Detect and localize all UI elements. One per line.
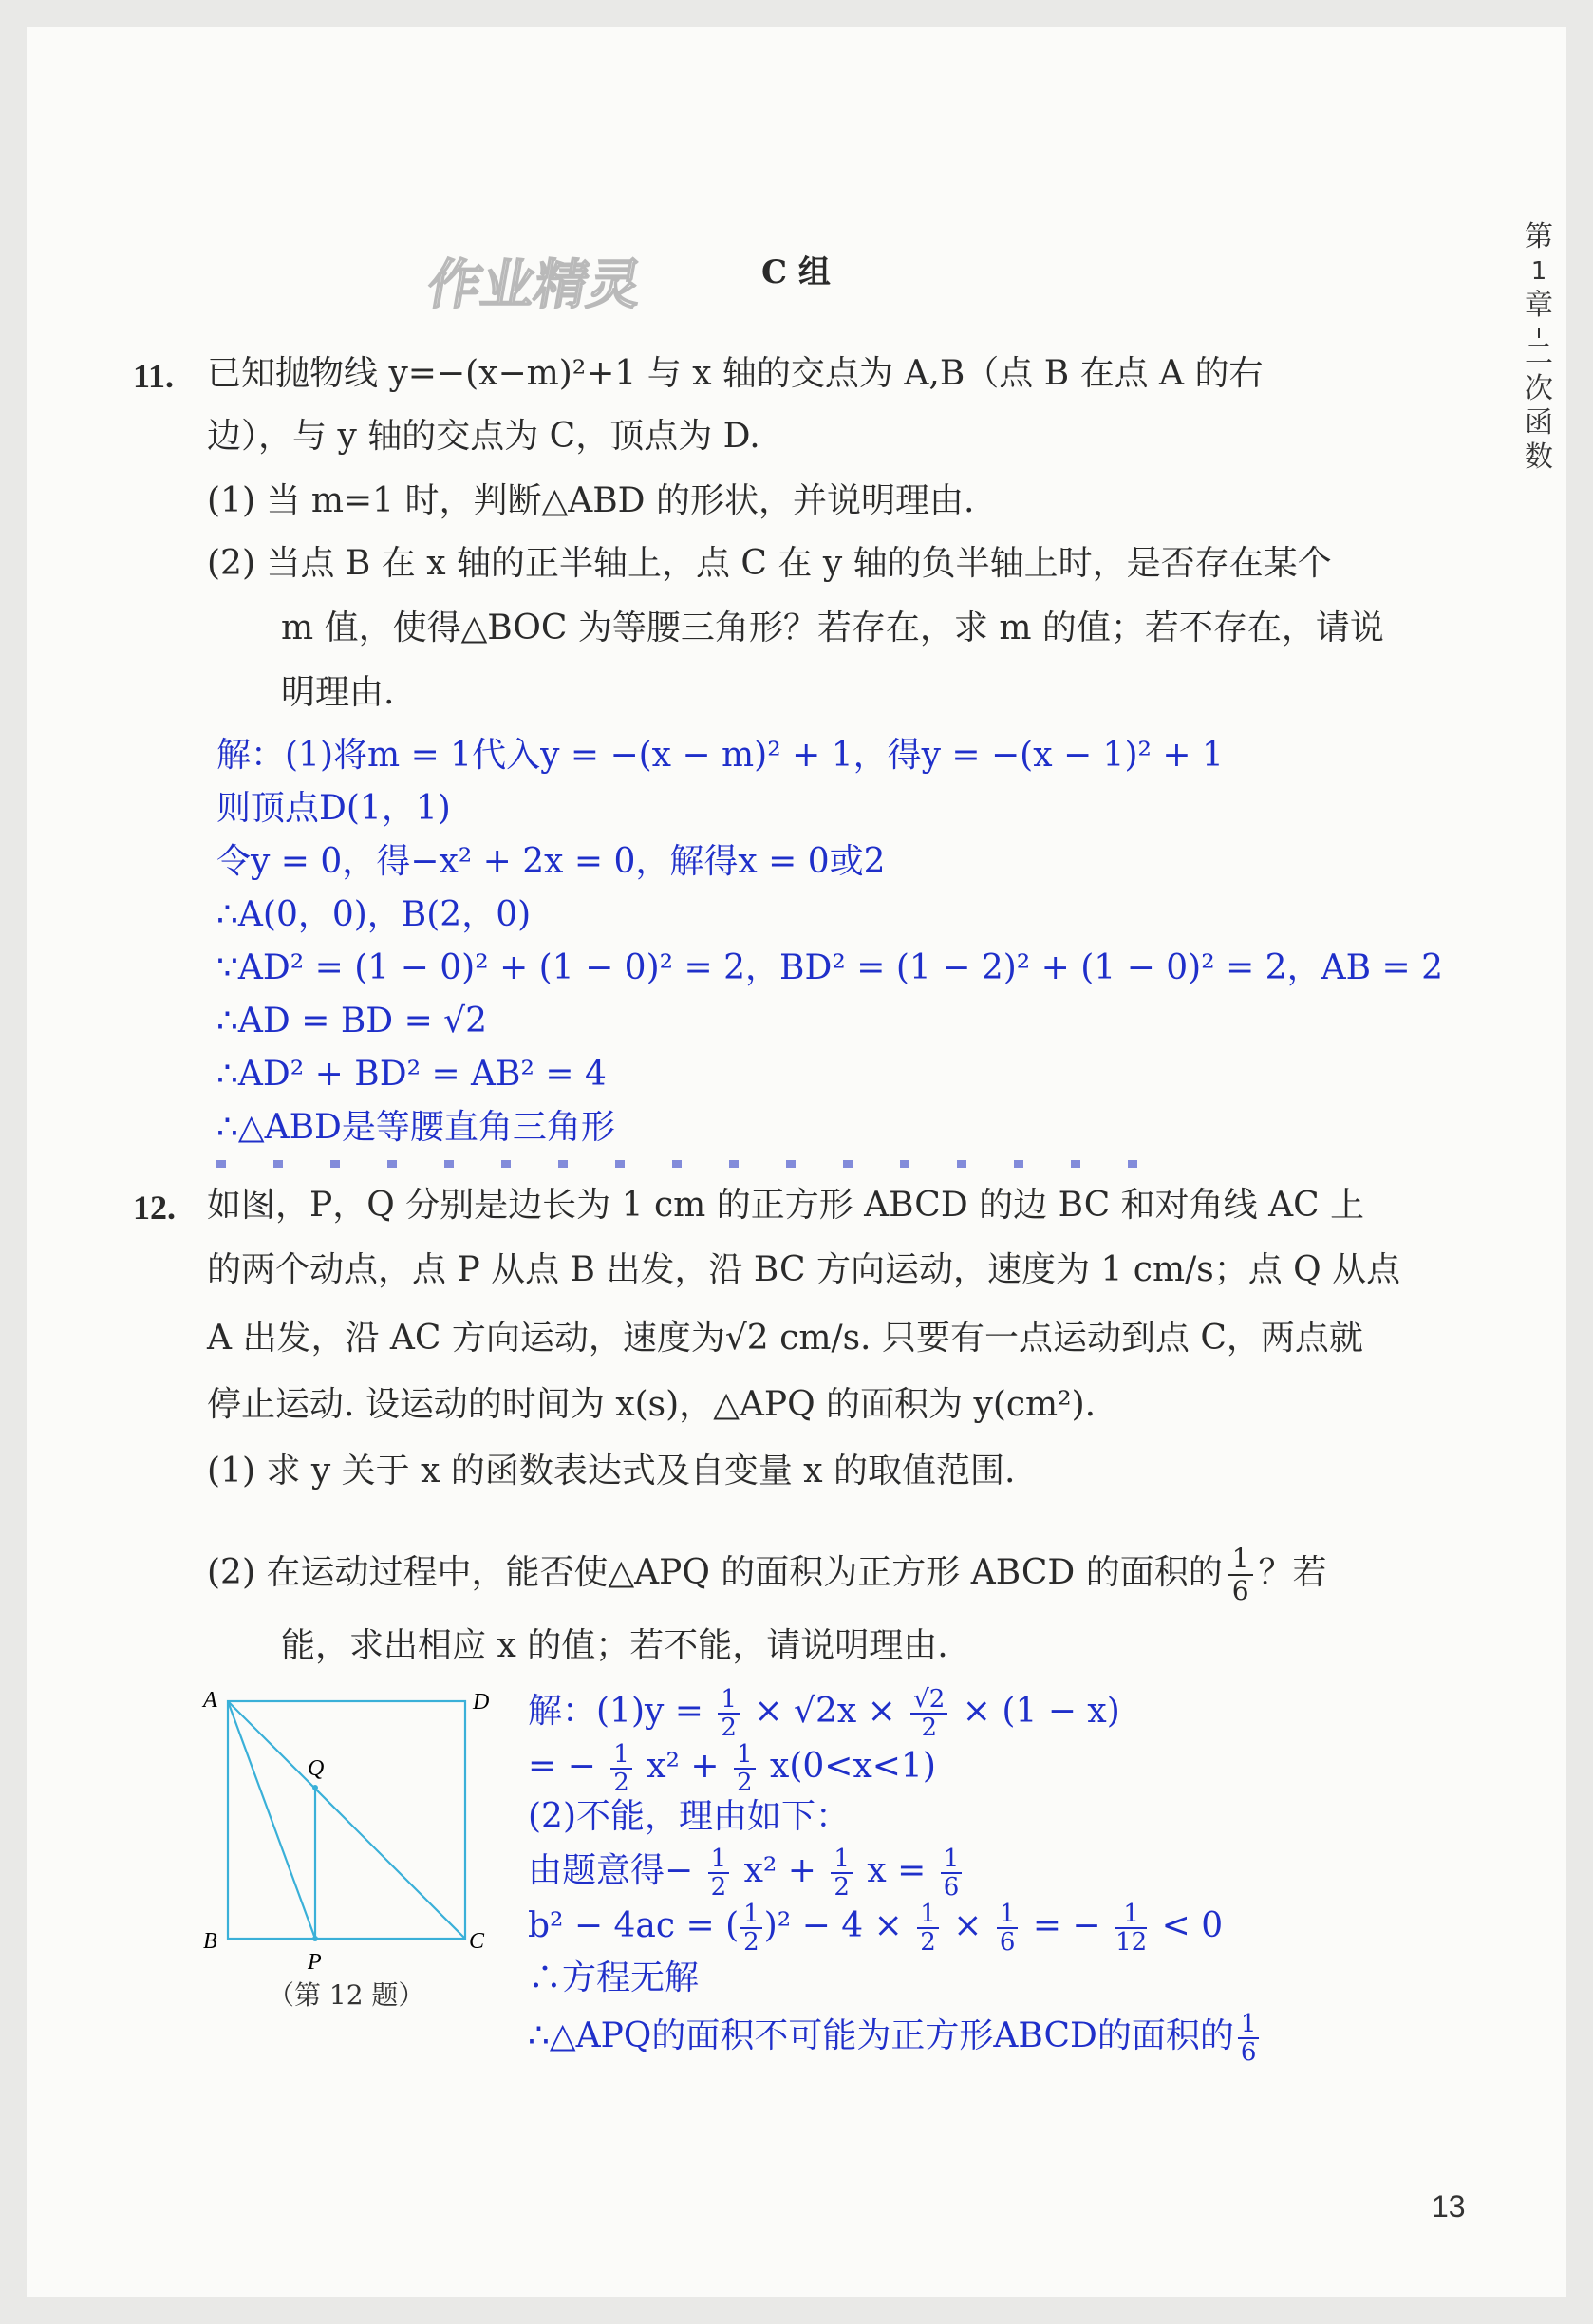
question-part: m 值，使得△BOC 为等腰三角形？若存在，求 m 的值；若不存在，请说 <box>281 609 1384 647</box>
answer-text: × (1 − x) <box>962 1692 1120 1731</box>
answer-text: × <box>953 1906 983 1945</box>
question-number: 11. <box>133 357 175 395</box>
answer-text: x = <box>867 1851 927 1890</box>
label-a: A <box>203 1688 217 1713</box>
question-stem: 停止运动. 设运动的时间为 x(s)，△APQ 的面积为 y(cm²). <box>207 1385 1096 1424</box>
figure-caption: （第 12 题） <box>268 1979 425 2011</box>
fraction-denominator: 2 <box>710 1873 727 1902</box>
fraction-numerator: 1 <box>917 1901 939 1929</box>
answer-line: ∴AD = BD = √2 <box>216 1002 488 1040</box>
fraction-denominator: 2 <box>721 1714 737 1742</box>
fraction <box>997 1901 1019 1956</box>
question-part-text: (2) 在运动过程中，能否使△APQ 的面积为正方形 ABCD 的面积的 <box>207 1553 1223 1592</box>
fraction-denominator: 2 <box>737 1769 753 1797</box>
chapter-side-tab <box>1515 220 1563 475</box>
answer-line <box>528 2011 1263 2066</box>
fraction <box>1228 1544 1253 1606</box>
point-q <box>312 1785 318 1790</box>
fraction <box>1238 2011 1260 2066</box>
answer-text: < 0 <box>1161 1906 1224 1945</box>
question-part: 能，求出相应 x 的值；若不能，请说明理由. <box>281 1626 948 1665</box>
fraction-numerator: 1 <box>718 1686 740 1715</box>
page-number: 13 <box>1432 2189 1466 2223</box>
fraction-denominator: 6 <box>1240 2038 1257 2067</box>
label-q: Q <box>308 1756 325 1781</box>
chapter-tab-text: 二 <box>1525 338 1553 371</box>
point-p <box>312 1936 318 1941</box>
label-b: B <box>203 1929 217 1954</box>
cut-off-line <box>216 1160 1166 1168</box>
chapter-tab-text: 1 <box>1530 257 1547 286</box>
fraction-denominator: 2 <box>613 1769 629 1797</box>
question-stem: 已知抛物线 y=−(x−m)²+1 与 x 轴的交点为 A,B（点 B 在点 A 的右 <box>207 354 1264 393</box>
question-stem: A 出发，沿 AC 方向运动，速度为√2 cm/s. 只要有一点运动到点 C，两点就 <box>207 1319 1363 1358</box>
question-part: (1) 求 y 关于 x 的函数表达式及自变量 x 的取值范围. <box>207 1452 1016 1490</box>
question-part <box>207 1544 1327 1606</box>
label-d: D <box>473 1690 490 1715</box>
chapter-tab-text: 章 <box>1525 289 1553 322</box>
chapter-tab-text: 第 <box>1525 220 1553 253</box>
fraction-numerator: 1 <box>740 1901 762 1929</box>
fraction-numerator: 1 <box>734 1741 756 1770</box>
answer-text: × √2x × <box>754 1692 896 1731</box>
answer-line: ∴△ABD是等腰直角三角形 <box>216 1108 615 1147</box>
section-title: C 组 <box>761 253 831 291</box>
answer-line: ∴方程无解 <box>528 1959 700 1997</box>
fraction-numerator: 1 <box>1238 2011 1260 2039</box>
question-part: (2) 当点 B 在 x 轴的正半轴上，点 C 在 y 轴的负半轴上时，是否存在某个 <box>207 544 1332 583</box>
fraction <box>708 1846 730 1901</box>
question-stem: 边），与 y 轴的交点为 C，顶点为 D. <box>207 417 760 456</box>
answer-text: )² − 4 × <box>763 1906 903 1945</box>
answer-text: b² − 4ac = ( <box>528 1906 740 1945</box>
fraction-numerator: 1 <box>610 1741 632 1770</box>
fraction <box>610 1741 632 1796</box>
fraction-numerator: √2 <box>910 1686 947 1715</box>
fraction <box>734 1741 756 1796</box>
question-stem: 的两个动点，点 P 从点 B 出发，沿 BC 方向运动，速度为 1 cm/s；点 Q 从点 <box>207 1250 1401 1289</box>
question-number: 12. <box>133 1189 176 1227</box>
fraction <box>917 1901 939 1956</box>
fraction-denominator: 6 <box>999 1928 1016 1957</box>
fraction-denominator: 2 <box>920 1928 936 1957</box>
answer-text: = − <box>1032 1906 1101 1945</box>
answer-text: 由题意得− <box>528 1851 694 1890</box>
fraction <box>831 1846 853 1901</box>
chapter-tab-divider <box>1538 328 1540 338</box>
fraction <box>1115 1901 1147 1956</box>
answer-line: 则顶点D(1，1) <box>216 789 451 828</box>
answer-text: ∴△APQ的面积不可能为正方形ABCD的面积的 <box>528 2016 1234 2055</box>
fraction-numerator: 1 <box>708 1846 730 1874</box>
answer-text: 解：(1)y = <box>528 1692 703 1731</box>
watermark-logo: 作业精灵 <box>422 254 647 316</box>
chapter-tab-text: 数 <box>1525 440 1553 474</box>
question-stem: 如图，P，Q 分别是边长为 1 cm 的正方形 ABCD 的边 BC 和对角线 AC 上 <box>207 1186 1365 1225</box>
answer-line: ∴AD² + BD² = AB² = 4 <box>216 1055 607 1094</box>
answer-text: = − <box>528 1747 596 1786</box>
answer-text: x² + <box>743 1851 816 1890</box>
answer-line: (2)不能，理由如下： <box>528 1797 850 1836</box>
fraction-numerator: 1 <box>1228 1544 1253 1576</box>
question-part: (1) 当 m=1 时，判断△ABD 的形状，并说明理由. <box>207 481 975 520</box>
fraction-denominator: 2 <box>743 1928 759 1957</box>
segment-ap <box>228 1701 315 1939</box>
fraction-numerator: 1 <box>831 1846 853 1874</box>
answer-text: x² + <box>647 1747 720 1786</box>
fraction-numerator: 1 <box>997 1901 1019 1929</box>
diagonal-ac <box>228 1701 465 1939</box>
question-part-text: ？若 <box>1258 1553 1327 1592</box>
fraction <box>910 1686 947 1741</box>
answer-line: 解：(1)将m = 1代入y = −(x − m)² + 1，得y = −(x − 1)² + 1 <box>216 736 1224 775</box>
answer-line <box>528 1901 1223 1956</box>
fraction <box>941 1846 963 1901</box>
chapter-tab-text: 次 <box>1525 372 1553 405</box>
fraction-denominator: 6 <box>1231 1575 1249 1606</box>
answer-line <box>528 1686 1120 1741</box>
answer-line: ∵AD² = (1 − 0)² + (1 − 0)² = 2，BD² = (1 − 2)² + (1 − 0)² = 2，AB = 2 <box>216 948 1443 987</box>
fraction-numerator: 1 <box>1115 1901 1147 1929</box>
answer-line: 令y = 0，得−x² + 2x = 0，解得x = 0或2 <box>216 842 886 881</box>
fraction-denominator: 6 <box>943 1873 960 1902</box>
label-c: C <box>469 1929 485 1954</box>
fraction <box>718 1686 740 1741</box>
answer-line <box>528 1846 965 1901</box>
fraction-denominator: 2 <box>834 1873 850 1902</box>
fraction-denominator: 2 <box>921 1714 938 1742</box>
question-part: 明理由. <box>281 673 395 712</box>
answer-text: x(0<x<1) <box>770 1747 936 1786</box>
fraction <box>740 1901 762 1956</box>
fraction-denominator: 12 <box>1115 1928 1148 1957</box>
fraction-numerator: 1 <box>941 1846 963 1874</box>
answer-line: ∴A(0，0)，B(2，0) <box>216 895 532 934</box>
answer-line <box>528 1741 936 1796</box>
chapter-tab-text: 函 <box>1525 406 1553 440</box>
label-p: P <box>308 1950 322 1975</box>
square-figure <box>190 1680 513 1984</box>
